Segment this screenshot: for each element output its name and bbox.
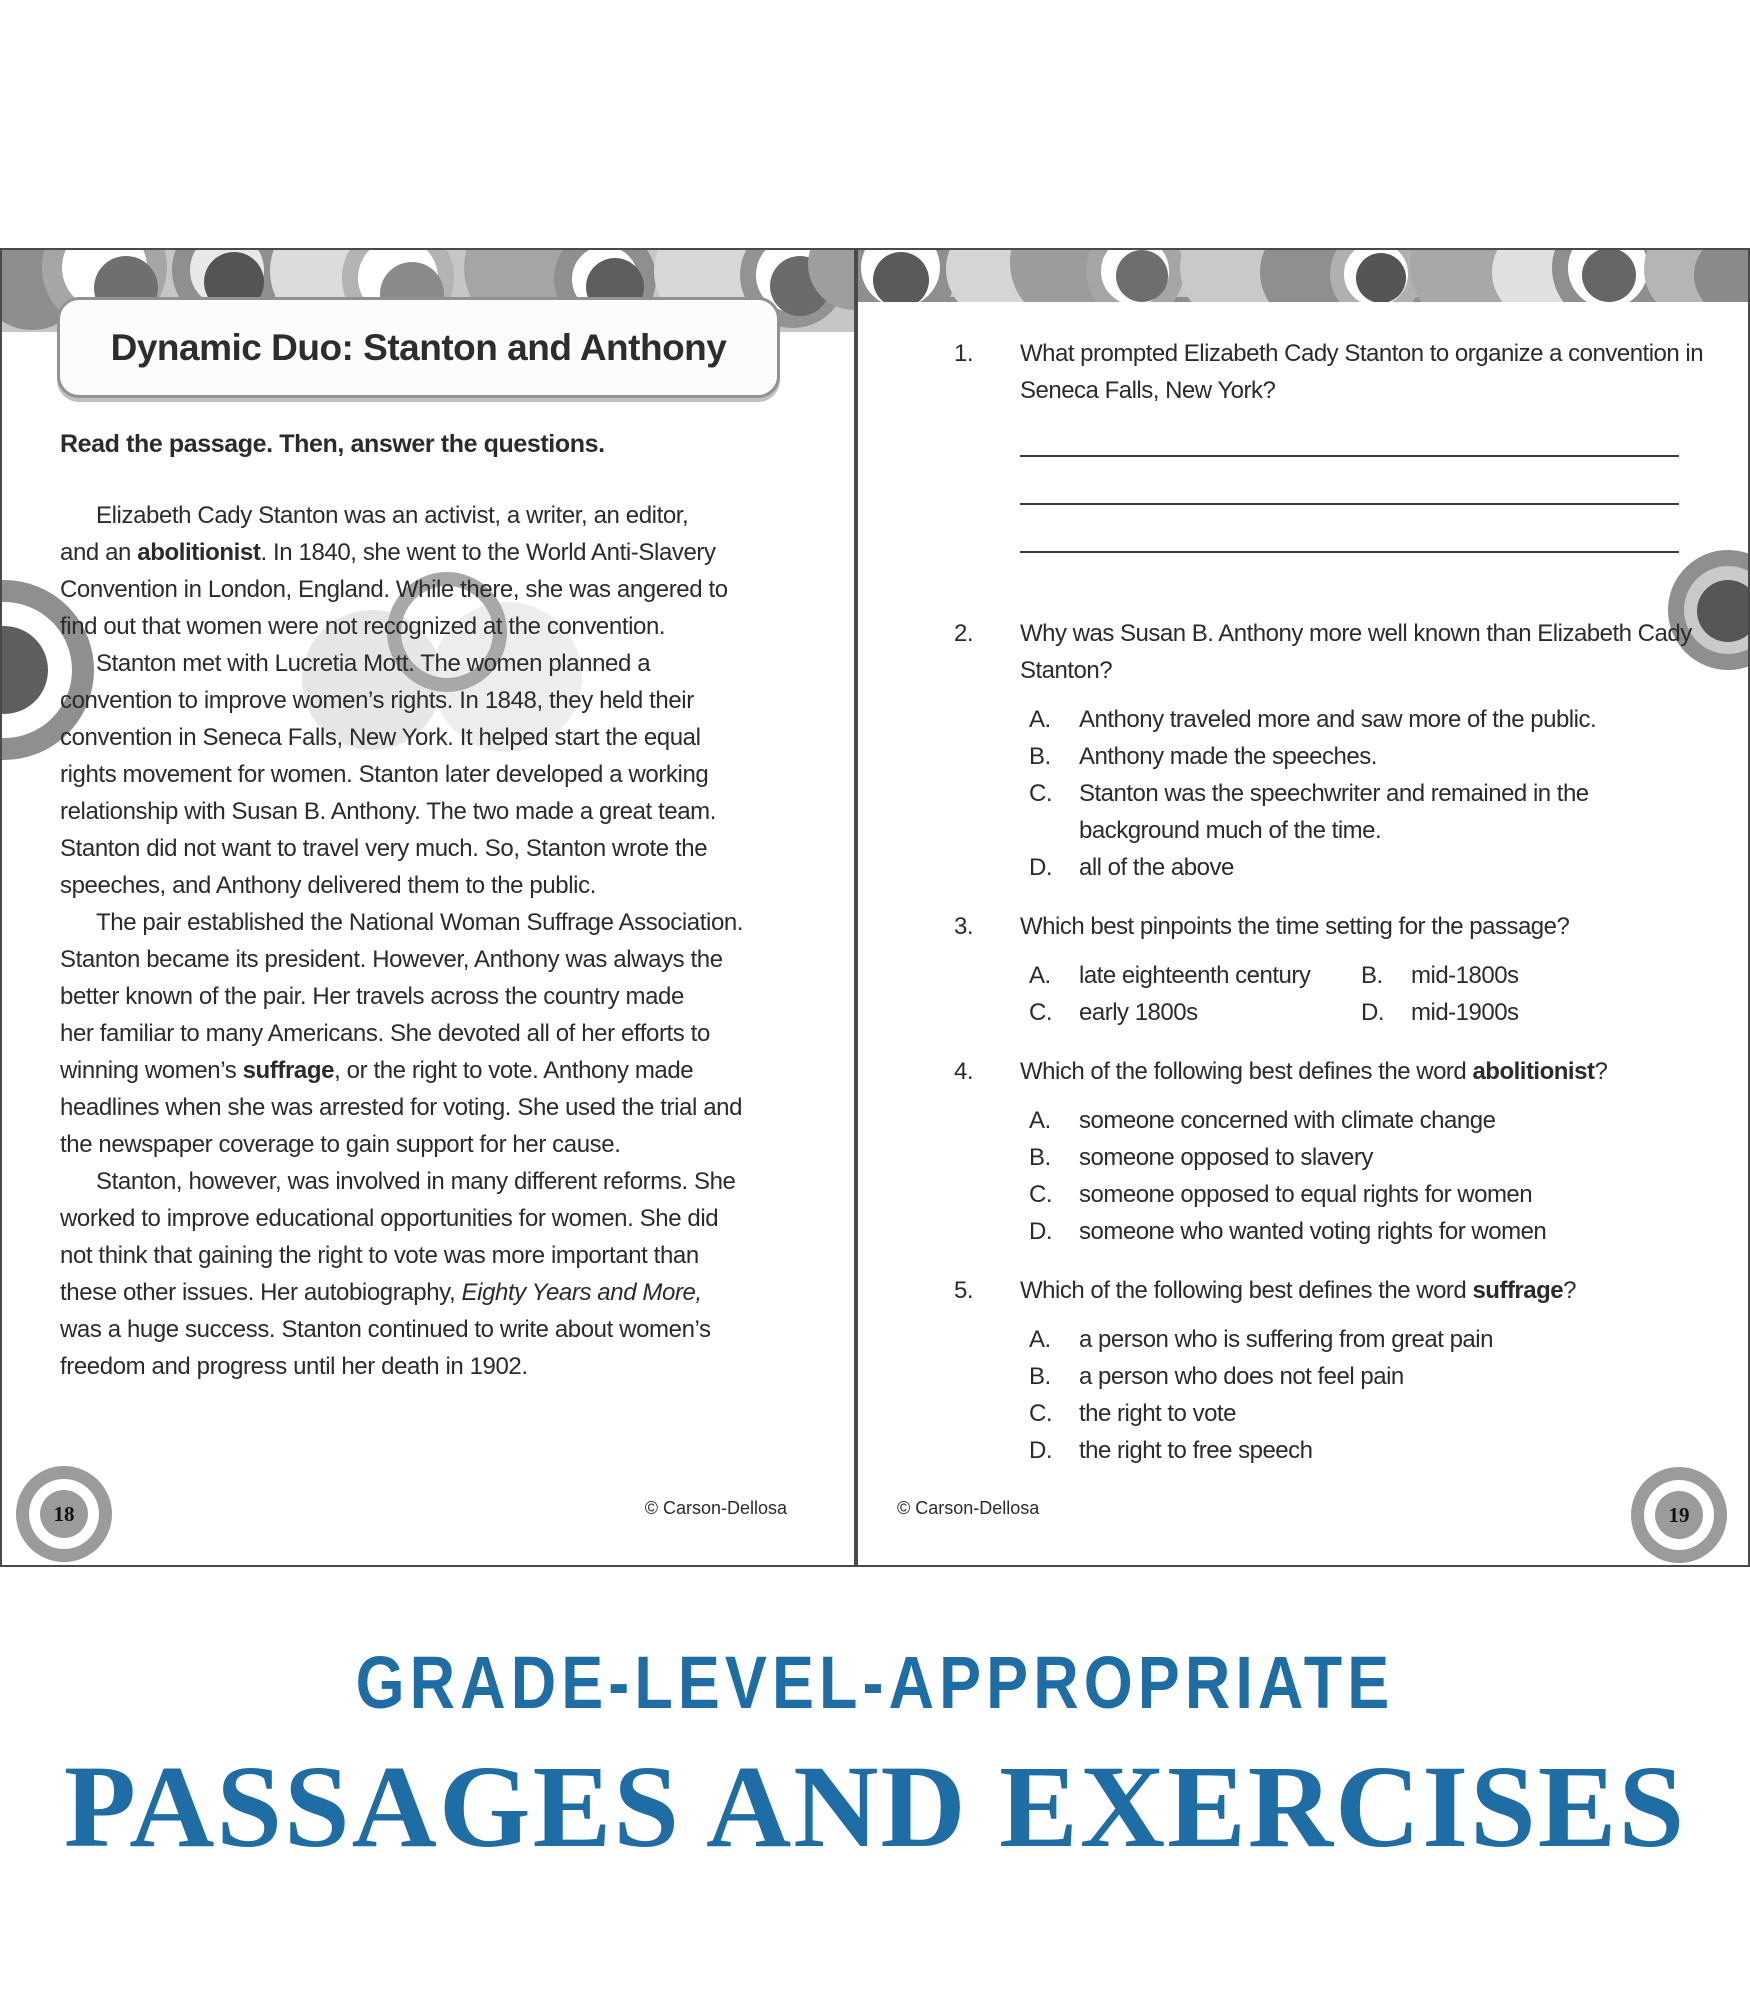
passage-line (60, 1015, 840, 1052)
passage-line (60, 904, 840, 941)
text-segment: these other issues. Her autobiography, (60, 1279, 462, 1306)
question-row (954, 1272, 1714, 1469)
option-text: Stanton was the speechwriter and remained in the background much of the time. (1079, 780, 1589, 844)
option-letter: A. (1029, 706, 1051, 733)
question (954, 1272, 1714, 1469)
text-segment: Why was Susan B. Anthony more well known than Elizabeth Cady Stanton? (1020, 620, 1692, 684)
passage-line (60, 1311, 840, 1348)
question-number: 5. (954, 1277, 974, 1304)
questions-list (954, 335, 1714, 1491)
passage-line (60, 756, 840, 793)
text-segment: Eighty Years and More, (461, 1279, 702, 1306)
question-prompt (1020, 615, 1710, 689)
text-segment: ? (1563, 1277, 1576, 1304)
passage-line (60, 830, 840, 867)
worksheet-spread (0, 248, 1750, 1567)
passage-line (60, 571, 840, 608)
option-text: the right to vote (1079, 1400, 1236, 1427)
text-segment: Which of the following best defines the word (1020, 1058, 1473, 1085)
title-box (57, 297, 780, 398)
question (954, 1053, 1714, 1250)
passage-line (60, 1089, 840, 1126)
text-segment: relationship with Susan B. Anthony. The two made a great team. (60, 798, 717, 825)
text-segment: worked to improve educational opportunities for women. She did (60, 1205, 719, 1232)
text-segment: suffrage (1472, 1277, 1564, 1304)
option-letter: A. (1029, 1326, 1051, 1353)
worksheet-title: Dynamic Duo: Stanton and Anthony (110, 326, 727, 368)
option-letter: B. (1029, 1363, 1051, 1390)
question-number: 1. (954, 340, 974, 367)
page-number-core (1655, 1491, 1703, 1539)
question-body (1020, 615, 1710, 886)
option (1020, 775, 1710, 849)
option (1020, 1176, 1710, 1213)
option-text: a person who is suffering from great pain (1079, 1326, 1493, 1353)
page-number-badge-right (1631, 1467, 1727, 1563)
instructions: Read the passage. Then, answer the questions. (60, 430, 605, 458)
passage-line (60, 941, 840, 978)
option-text: someone opposed to slavery (1079, 1144, 1373, 1171)
option-letter: B. (1029, 1144, 1051, 1171)
option-text: Anthony made the speeches. (1079, 743, 1377, 770)
answer-line (1020, 505, 1679, 553)
copyright-right: © Carson-Dellosa (897, 1498, 1040, 1518)
question-body (1020, 1272, 1710, 1469)
text-segment: find out that women were not recognized at the convention. (60, 613, 666, 640)
passage-line (60, 1052, 840, 1089)
option-letter: C. (1029, 1400, 1052, 1427)
text-segment: ? (1594, 1058, 1608, 1085)
question-number: 4. (954, 1058, 974, 1085)
option-letter: D. (1029, 854, 1052, 881)
passage-line (60, 719, 840, 756)
page-number: 19 (1668, 1502, 1690, 1527)
text-segment: Which best pinpoints the time setting for the passage? (1020, 913, 1570, 940)
question-number: 3. (954, 913, 974, 940)
text-segment: The pair established the National Woman Suffrage Association. (96, 909, 744, 936)
copyright-left: © Carson-Dellosa (644, 1498, 787, 1518)
option-letter: A. (1029, 962, 1051, 989)
question-prompt (1020, 335, 1710, 409)
option-text: mid-1800s (1411, 962, 1519, 989)
option-text: a person who does not feel pain (1079, 1363, 1404, 1390)
option-letter: D. (1029, 1218, 1052, 1245)
option-letter: C. (1029, 1181, 1052, 1208)
option-letter: B. (1361, 962, 1383, 989)
passage-line (60, 867, 840, 904)
question-body (1020, 335, 1710, 593)
decor-circle (1694, 250, 1750, 302)
passage-line (60, 608, 840, 645)
question-prompt (1020, 1272, 1710, 1309)
options-list (1020, 701, 1710, 886)
option (1020, 1139, 1710, 1176)
question (954, 615, 1714, 886)
text-segment: , or the right to vote. Anthony made (334, 1057, 694, 1084)
option-text: someone concerned with climate change (1079, 1107, 1496, 1134)
text-segment: and an (60, 539, 138, 566)
text-segment: her familiar to many Americans. She devoted all of her efforts to (60, 1020, 710, 1047)
option-letter: D. (1029, 1437, 1052, 1464)
option (1020, 1432, 1710, 1469)
option-letter: C. (1029, 780, 1052, 807)
text-segment: abolitionist (1472, 1058, 1595, 1085)
text-segment: . In 1840, she went to the World Anti-Slavery (260, 539, 716, 566)
option-letter: A. (1029, 1107, 1051, 1134)
options-grid (1020, 957, 1710, 1031)
question-row (954, 615, 1714, 886)
option (1020, 1358, 1710, 1395)
option-row (1020, 957, 1710, 994)
text-segment: suffrage (242, 1057, 335, 1084)
passage (60, 497, 840, 1385)
banner-line1: GRADE-LEVEL-APPROPRIATE (355, 1641, 1395, 1724)
page-divider (854, 250, 858, 1565)
question-prompt (1020, 1053, 1710, 1090)
passage-line (60, 1237, 840, 1274)
option-letter: D. (1361, 999, 1384, 1026)
option (1020, 738, 1710, 775)
passage-line (60, 978, 840, 1015)
text-segment: better known of the pair. Her travels across the country made (60, 983, 684, 1010)
text-segment: Stanton became its president. However, Anthony was always the (60, 946, 723, 973)
option-text: the right to free speech (1079, 1437, 1313, 1464)
question (954, 335, 1714, 593)
question-number: 2. (954, 620, 974, 647)
text-segment: convention to improve women’s rights. In 1848, they held their (60, 687, 694, 714)
decor-circle (1582, 250, 1636, 302)
page-number: 18 (53, 1501, 75, 1526)
text-segment: was a huge success. Stanton continued to write about women’s (60, 1316, 711, 1343)
option (1020, 1321, 1710, 1358)
option-text: Anthony traveled more and saw more of the public. (1079, 706, 1597, 733)
question-row (954, 335, 1714, 593)
answer-lines (1020, 409, 1710, 553)
text-segment: Which of the following best defines the word (1020, 1277, 1473, 1304)
passage-line (60, 645, 840, 682)
text-segment: Stanton did not want to travel very much. So, Stanton wrote the (60, 835, 708, 862)
banner-line2: PASSAGES AND EXERCISES (63, 1741, 1687, 1872)
banner (0, 1640, 1750, 1875)
text-segment: What prompted Elizabeth Cady Stanton to organize a convention in Seneca Falls, New York? (1020, 340, 1704, 404)
text-segment: the newspaper coverage to gain support for her cause. (60, 1131, 621, 1158)
text-segment: convention in Seneca Falls, New York. It helped start the equal (60, 724, 701, 751)
decor-circle (1116, 250, 1168, 302)
page-number-badge-left (16, 1466, 112, 1562)
option-letter: B. (1029, 743, 1051, 770)
option-letter: C. (1029, 999, 1052, 1026)
passage-line (60, 1200, 840, 1237)
passage-line (60, 497, 840, 534)
question-body (1020, 1053, 1710, 1250)
options-list (1020, 1321, 1710, 1469)
text-segment: freedom and progress until her death in 1902. (60, 1353, 528, 1380)
option-text: someone opposed to equal rights for women (1079, 1181, 1533, 1208)
option (1020, 1213, 1710, 1250)
passage-line (60, 1163, 840, 1200)
passage-line (60, 1274, 840, 1311)
header-decor-band-right (858, 250, 1750, 302)
question (954, 908, 1714, 1031)
text-segment: Elizabeth Cady Stanton was an activist, a writer, an editor, (96, 502, 689, 529)
answer-line (1020, 457, 1679, 505)
text-segment: Stanton, however, was involved in many different reforms. She (96, 1168, 736, 1195)
text-segment: winning women’s (60, 1057, 243, 1084)
option-text: early 1800s (1079, 999, 1198, 1026)
text-segment: not think that gaining the right to vote was more important than (60, 1242, 699, 1269)
passage-line (60, 793, 840, 830)
text-segment: speeches, and Anthony delivered them to the public. (60, 872, 596, 899)
answer-line (1020, 409, 1679, 457)
option (1020, 701, 1710, 738)
text-segment: Convention in London, England. While there, she was angered to (60, 576, 728, 603)
option-text: mid-1900s (1411, 999, 1519, 1026)
text-segment: rights movement for women. Stanton later developed a working (60, 761, 709, 788)
question-row (954, 1053, 1714, 1250)
question-body (1020, 908, 1710, 1031)
option-text: late eighteenth century (1079, 962, 1311, 989)
question-row (954, 908, 1714, 1031)
page-number-ring (29, 1479, 99, 1549)
text-segment: Stanton met with Lucretia Mott. The women planned a (96, 650, 651, 677)
option (1020, 1395, 1710, 1432)
text-segment: abolitionist (137, 539, 261, 566)
option-row (1020, 994, 1710, 1031)
page-number-ring (1644, 1480, 1714, 1550)
passage-line (60, 1126, 840, 1163)
option-text: all of the above (1079, 854, 1234, 881)
passage-line (60, 682, 840, 719)
decor-circle (1356, 253, 1406, 302)
decor-circle (873, 252, 929, 302)
options-list (1020, 1102, 1710, 1250)
passage-line (60, 534, 840, 571)
option (1020, 849, 1710, 886)
question-prompt (1020, 908, 1710, 945)
option (1020, 1102, 1710, 1139)
page-number-core (40, 1490, 88, 1538)
passage-line (60, 1348, 840, 1385)
option-text: someone who wanted voting rights for women (1079, 1218, 1547, 1245)
text-segment: headlines when she was arrested for voting. She used the trial and (60, 1094, 743, 1121)
